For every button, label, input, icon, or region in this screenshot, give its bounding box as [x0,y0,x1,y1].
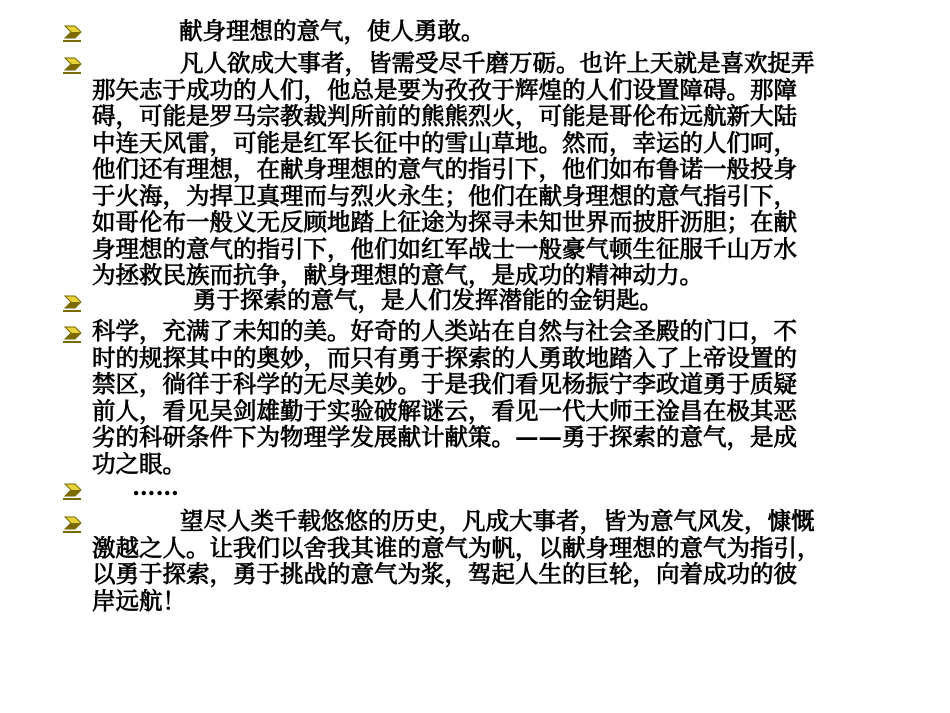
ribbon-arrow-bullet-icon [62,294,84,314]
paragraph-line: 那矢志于成功的人们，他总是要为孜孜于辉煌的人们设置障碍。那障 [92,75,797,104]
ribbon-arrow-bullet-icon [62,515,84,535]
paragraph-line: 禁区，徜徉于科学的无尽美妙。于是我们看见杨振宁李政道勇于质疑 [92,370,797,398]
paragraph-line: 劣的科研条件下为物理学发展献计献策。——勇于探索的意气，是成 [92,423,797,451]
paragraph-line: 身理想的意气的指引下，他们如红军战士一般豪气顿生征服千山万水 [92,234,797,263]
paragraph-conclusion [92,508,900,614]
ribbon-arrow-bullet-icon [62,482,84,502]
paragraph-line: 献身理想的意气，使人勇敢。 [179,17,485,45]
paragraph-line: 如哥伦布一般义无反顾地踏上征途为探寻未知世界而披肝沥胆；在献 [92,208,797,236]
paragraph-exploration-heading [92,287,900,314]
paragraph-line: 凡人欲成大事者，皆需受尽千磨万砺。也许上天就是喜欢捉弄 [180,49,815,77]
paragraph-line: 勇于探索的意气，是人们发挥潜能的金钥匙。 [193,286,663,314]
paragraph-line: 为拯救民族而抗争，献身理想的意气，是成功的精神动力。 [92,261,703,289]
paragraph-line: …… [132,473,179,501]
paragraph-devotion-heading [92,18,900,45]
paragraph-exploration-body [92,318,900,477]
paragraph-line: 望尽人类千载悠悠的历史，凡成大事者，皆为意气风发，慷慨 [180,507,815,535]
ribbon-arrow-bullet-icon [62,24,84,44]
paragraph-line: 碍，可能是罗马宗教裁判所前的熊熊烈火，可能是哥伦布远航新大陆 [92,102,797,130]
paragraph-line: 激越之人。让我们以舍我其谁的意气为帆，以献身理想的意气为指引， [92,533,821,562]
ribbon-arrow-bullet-icon [62,56,84,76]
paragraph-ellipsis [92,474,900,501]
paragraph-line: 以勇于探索，勇于挑战的意气为浆，驾起人生的巨轮，向着成功的彼 [92,560,797,588]
paragraph-devotion-body [92,50,900,289]
paragraph-line: 科学，充满了未知的美。好奇的人类站在自然与社会圣殿的门口，不 [92,317,797,345]
paragraph-line: 岸远航！ [92,586,186,615]
paragraph-line: 他们还有理想，在献身理想的意气的指引下，他们如布鲁诺一般投身 [92,155,797,183]
paragraph-line: 前人，看见吴剑雄勤于实验破解谜云，看见一代大师王淦昌在极其恶 [92,396,797,425]
paragraph-line: 于火海，为捍卫真理而与烈火永生；他们在献身理想的意气指引下， [92,181,797,210]
ribbon-arrow-bullet-icon [62,325,84,345]
paragraph-line: 时的规探其中的奥妙，而只有勇于探索的人勇敢地踏入了上帝设置的 [92,343,797,372]
paragraph-line: 功之眼。 [92,449,186,478]
paragraph-line: 中连天风雷，可能是红军长征中的雪山草地。然而，幸运的人们呵， [92,128,797,157]
